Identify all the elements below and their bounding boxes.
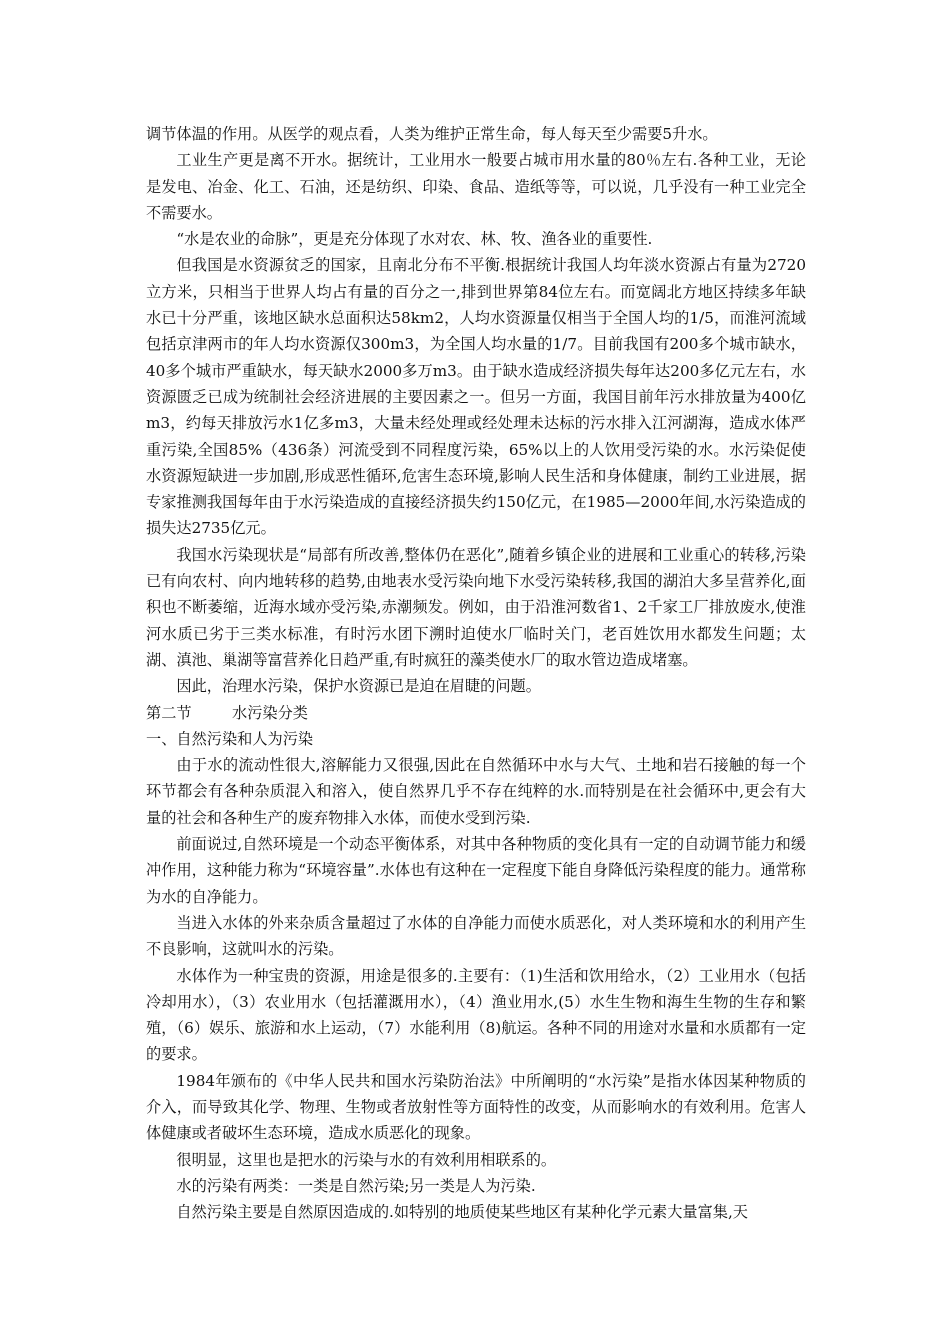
paragraph-body-temperature: 调节体温的作用。从医学的观点看，人类为维护正常生命，每人每天至少需要5升水。 — [146, 125, 718, 143]
paragraph-agriculture-water: “水是农业的命脉”，更是充分体现了水对农、林、牧、渔各业的重要性. — [176, 230, 653, 249]
paragraph-law-1984: 1984年颁布的《中华人民共和国水污染防治法》中所阐明的“水污染”是指水体因某种物质的介入，而导致其化学、物理、生物或者放射性等方面特性的改变，从而影响水的有效利用。危害人体健康或者破坏生态环境，造成水质恶化的现象。 — [146, 1071, 806, 1143]
paragraph-water-uses: 水体作为一种宝贵的资源，用途是很多的.主要有：（1)生活和饮用给水，（2）工业用水（包括冷却用水），（3）农业用水（包括灌溉用水），（4）渔业用水,(5）水生生物和海生生物的生存和繁殖，（6）娱乐、旅游和水上运动，（7）水能利用（8)航运。各种不同的用途对水量和水质都有一定的要求。 — [146, 966, 806, 1064]
paragraph-pollution-status: 我国水污染现状是“局部有所改善,整体仍在恶化”,随着乡镇企业的进展和工业重心的转移,污染已有向农村、向内地转移的趋势,由地表水受污染向地下水受污染转移,我国的湖泊大多呈营养化,面积也不断萎缩，近海水域亦受污染,赤潮频发。例如，由于沿淮河数省1、2千家工厂排放废水,使淮河水质已劣于三类水标准，有时污水团下溯时迫使水厂临时关门，老百姓饮用水都发生问题；太湖、滇池、巢湖等富营养化日趋严重,有时疯狂的藻类使水厂的取水管边造成堵塞。 — [146, 545, 806, 669]
paragraph-natural-pollution: 自然污染主要是自然原因造成的.如特别的地质使某些地区有某种化学元素大量富集,天 — [176, 1203, 748, 1222]
paragraph-two-types: 水的污染有两类：一类是自然污染;另一类是人为污染. — [176, 1176, 536, 1195]
paragraph-water-flow: 由于水的流动性很大,溶解能力又很强,因此在自然循环中水与大气、土地和岩石接触的每一个环节都会有各种杂质混入和溶入，使自然界几乎不存在纯粹的水.而特别是在社会循环中,更会有大量的社会和各种生产的废弃物排入水体，而使水受到污染. — [146, 756, 806, 827]
subsection-heading: 一、自然污染和人为污染 — [146, 729, 314, 748]
paragraph-pollution-definition: 当进入水体的外来杂质含量超过了水体的自净能力而使水质恶化，对人类环境和水的利用产生不良影响，这就叫水的污染。 — [146, 913, 806, 959]
paragraph-obvious: 很明显，这里也是把水的污染与水的有效利用相联系的。 — [176, 1150, 557, 1169]
paragraph-water-scarcity: 但我国是水资源贫乏的国家，且南北分布不平衡.根据统计我国人均年淡水资源占有量为2720立方米，只相当于世界人均占有量的百分之一,排到世界第84位左右。而宽阔北方地区持续多年缺水已十分严重，该地区缺水总面积达58km2，人均水资源量仅相当于全国人均的1/5，而淮河流域包括京津两市的年人均水资源仅300m3，为全国人均水量的1/7。目前我国有200多个城市缺水，40多个城市严重缺水，每天缺水2000多万m3。由于缺水造成经济损失每年达200多亿元左右，水资源匮乏已成为统制社会经济进展的主要因素之一。但另一方面，我国目前年污水排放量为400亿m3，约每天排放污水1亿多m3，大量未经处理或经处理未达标的污水排入江河湖海，造成水体严重污染,全国85%（436条）河流受到不同程度污染，65%以上的人饮用受污染的水。水污染促使水资源短缺进一步加剧,形成恶性循环,危害生态环境,影响人民生活和身体健康，制约工业进展，据专家推测我国每年由于水污染造成的直接经济损失约150亿元，在1985—2000年间,水污染造成的损失达2735亿元。 — [146, 256, 806, 538]
section-number: 第二节 — [146, 703, 192, 722]
paragraph-environment-capacity: 前面说过,自然环境是一个动态平衡体系，对其中各种物质的变化具有一定的自动调节能力和缓冲作用，这种能力称为“环境容量”.水体也有这种在一定程度下能自身降低污染程度的能力。通常称为水的自净能力。 — [146, 835, 806, 906]
paragraph-urgent-problem: 因此，治理水污染，保护水资源已是迫在眉睫的问题。 — [176, 677, 541, 696]
paragraph-industrial-water: 工业生产更是离不开水。据统计，工业用水一般要占城市用水量的80％左右.各种工业，无论是发电、冶金、化工、石油，还是纺织、印染、食品、造纸等等，可以说，几乎没有一种工业完全不需要水。 — [146, 151, 806, 222]
document-page — [146, 121, 806, 1225]
section-heading — [146, 700, 806, 726]
section-title: 水污染分类 — [232, 703, 308, 722]
